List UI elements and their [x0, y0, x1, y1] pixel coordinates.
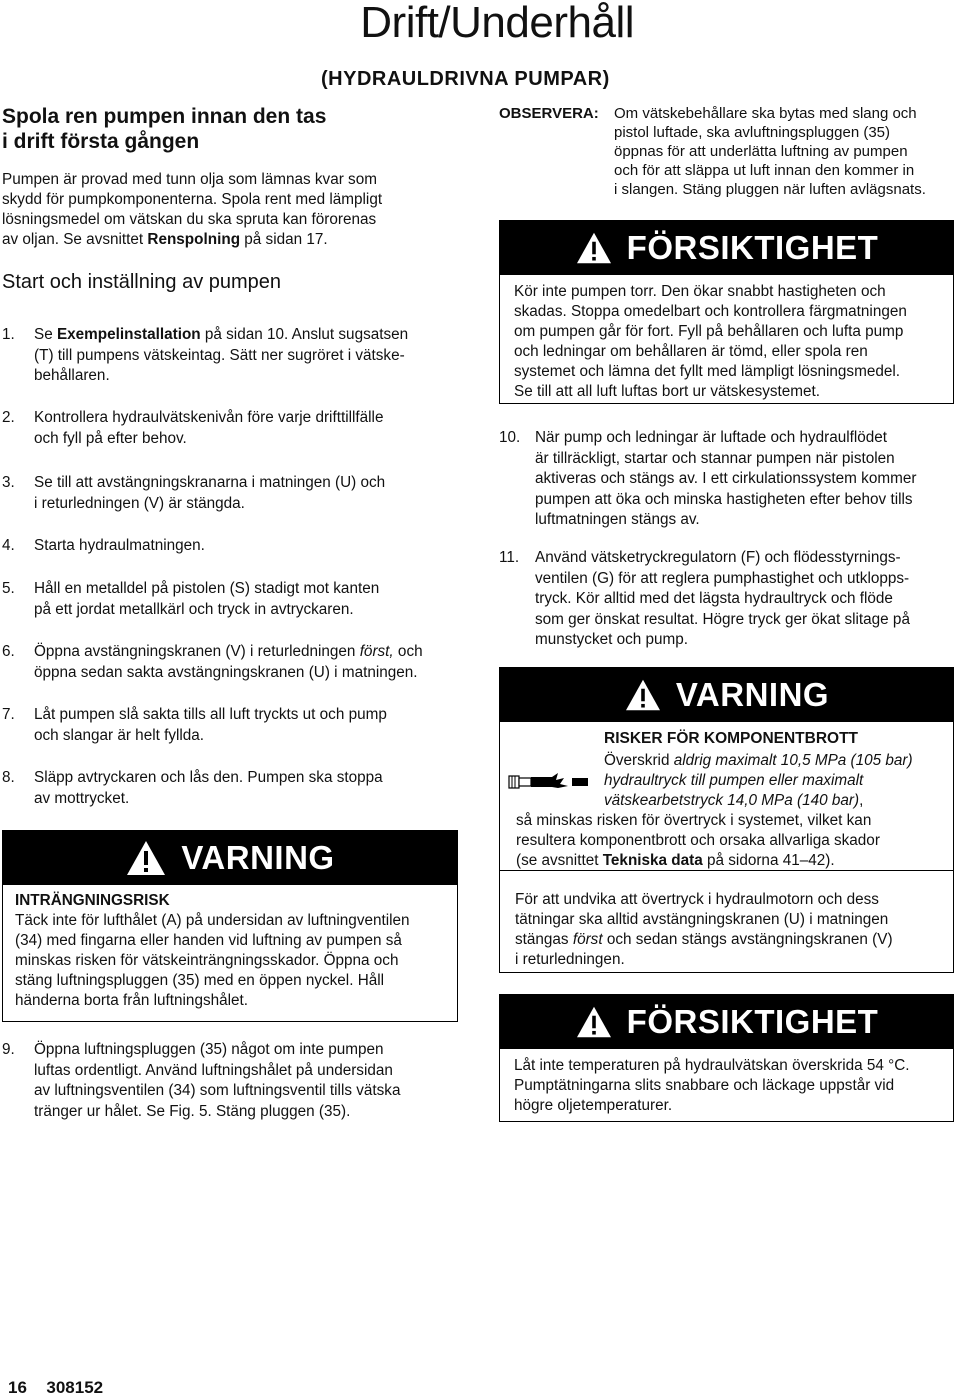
warning2-line-1: Överskrid aldrig maximalt 10,5 MPa (105 bar) — [604, 752, 913, 769]
flush-heading-line1: Spola ren pumpen innan den tas — [2, 105, 327, 128]
note-line-5: i slangen. Stäng pluggen när luften avlägsnats. — [614, 181, 926, 198]
step-8: 8. Släpp avtryckaren och lås den. Pumpen ska stoppa av mottrycket. — [2, 769, 383, 807]
flush-text-line4: av oljan. Se avsnittet Renspolning på sidan 17. — [2, 231, 328, 248]
caution2-line-2: Pumptätningarna slits snabbare och läckage uppstår vid — [514, 1077, 895, 1094]
caution-box-temperature — [499, 994, 954, 1122]
warning-triangle-icon — [624, 678, 662, 712]
tekniska-data-ref: Tekniska data — [602, 852, 703, 869]
page-subtitle: (HYDRAULDRIVNA PUMPAR) — [321, 68, 610, 90]
note-line-4: och för att släppa ut luft innan den kommer in — [614, 162, 915, 179]
warning2-title: RISKER FÖR KOMPONENTBROTT — [604, 730, 859, 747]
page-title: Drift/Underhåll — [360, 0, 634, 47]
note-label: OBSERVERA: — [499, 105, 599, 122]
warning-box-component-rupture — [499, 667, 954, 871]
step-2: 2. Kontrollera hydraulvätskenivån före varje drifttillfälle och fyll på efter behov. — [2, 409, 384, 447]
warning2-line-5: resultera komponentbrott och orsaka allvarliga skador — [516, 832, 880, 849]
caution-banner — [500, 221, 953, 275]
warning-triangle-icon — [575, 231, 613, 265]
warning-line-1: Täck inte för lufthålet (A) på undersidan av luftningventilen — [15, 912, 410, 929]
warning-line-3: minskas risken för vätskeinträngningsskador. Öppna och — [15, 952, 399, 969]
note-line-2: pistol luftade, ska avluftningspluggen (35) — [614, 124, 891, 141]
warning-box-injection — [2, 830, 458, 1022]
flush-text-line3: lösningsmedel om vätskan du ska spruta kan förorenas — [2, 211, 377, 228]
step-11: 11. Använd vätsketryckregulatorn (F) och flödesstyrnings- ventilen (G) för att reglera pumphastighet och utklopps- tryck. Kör alltid med det lägsta hydraultryck och flöde som ger önskat resultat. Högre tryck ger ökat slitage på munstycket och pump. — [499, 549, 910, 648]
step-7: 7. Låt pumpen slå sakta tills all luft tryckts ut och pump och slangar är helt fyllda. — [2, 706, 387, 744]
caution2-banner-label: FÖRSIKTIGHET — [626, 1003, 879, 1040]
avoid-line-1: För att undvika att övertryck i hydraulmotorn och dess — [515, 891, 879, 908]
component-rupture-icon — [508, 770, 590, 794]
warning2-line-4: så minskas risken för övertryck i systemet, vilket kan — [516, 812, 872, 829]
note-observera — [499, 104, 954, 204]
renspolning-ref: Renspolning — [147, 231, 241, 248]
caution1-line-6: Se till att all luft luftas bort ur vätskesystemet. — [514, 383, 821, 400]
step-1-pre: Se — [34, 326, 57, 343]
warning2-banner — [500, 668, 953, 722]
avoid-line-4: i returledningen. — [515, 951, 625, 968]
warning2-line-6: (se avsnittet Tekniska data på sidorna 41–42). — [516, 852, 835, 869]
caution1-line-1: Kör inte pumpen torr. Den ökar snabbt hastigheten och — [514, 283, 886, 300]
step-10: 10. När pump och ledningar är luftade och hydraulflödet är tillräckligt, startar och stannar pumpen när pistolen aktiveras och stängs av. I ett cirkulationssystem kommer pumpen att öka och minska hastigheten efter behov tills luftmatningen stängs av. — [499, 429, 917, 528]
page-number: 16 — [8, 1378, 27, 1397]
warning-triangle-icon — [575, 1005, 613, 1039]
step-3: 3. Se till att avstängningskranarna i matningen (U) och i returledningen (V) är stängda. — [2, 474, 386, 512]
caution1-line-5: systemet och lämna det fyllt med lämpligt lösningsmedel. — [514, 363, 900, 380]
page-footer — [8, 1378, 103, 1398]
warning2-banner-label: VARNING — [675, 676, 830, 713]
start-heading: Start och inställning av pumpen — [2, 271, 282, 293]
step-6: 6. Öppna avstängningskranen (V) i returledningen först, och öppna sedan sakta avstängningskranen (U) i matningen. — [2, 643, 423, 681]
flush-text-line2: skydd för pumpkomponenterna. Spola rent med lämpligt — [2, 191, 383, 208]
caution2-line-3: högre oljetemperaturer. — [514, 1097, 673, 1114]
avoid-line-3: stängas först och sedan stängs avstängningskranen (V) — [515, 931, 893, 948]
step-9: 9. Öppna luftningspluggen (35) något om inte pumpen luftas ordentligt. Använd luftningshålet på undersidan av luftningsventilen (34) som luftningsventil tills vätska tränger ur hålet. Se Fig. 5. Stäng pluggen (35). — [2, 1041, 401, 1120]
avoid-line-2: tätningar ska alltid avstängningskranen (U) i matningen — [515, 911, 889, 928]
flush-text-line1: Pumpen är provad med tunn olja som lämnas kvar som — [2, 171, 377, 188]
warning-banner — [3, 831, 457, 885]
warning-banner-label: VARNING — [181, 839, 335, 876]
warning2-line-3: vätskearbetstryck 14,0 MPa (140 bar), — [604, 792, 864, 809]
caution1-line-2: skadas. Stoppa omedelbart och kontrollera färgmatningen — [514, 303, 907, 320]
warning-line-4: stäng luftningspluggen (35) med en öppen nyckel. Håll — [15, 972, 385, 989]
caution2-line-1: Låt inte temperaturen på hydraulvätskan överskrida 54 °C. — [514, 1057, 910, 1074]
caution1-line-3: om pumpen går för fort. Fyll på behållaren och lufta pump — [514, 323, 904, 340]
flush-heading-line2: i drift första gången — [2, 130, 200, 153]
caution-banner-label: FÖRSIKTIGHET — [626, 229, 879, 266]
warning-title: INTRÄNGNINGSRISK — [15, 892, 170, 909]
caution1-line-4: och ledningar om behållaren är tömd, eller spola ren — [514, 343, 868, 360]
warning-box-component-rupture-continuation — [499, 871, 954, 973]
step-5: 5. Håll en metalldel på pistolen (S) stadigt mot kanten på ett jordat metallkärl och tryck in avtryckaren. — [2, 580, 380, 618]
warning-triangle-icon — [125, 839, 167, 877]
step-1: 1. Se Exempelinstallation på sidan 10. Anslut sugsatsen (T) till pumpens vätskeintag. Sätt ner sugröret i vätske- behållaren. — [2, 326, 409, 384]
step-4: 4. Starta hydraulmatningen. — [2, 537, 205, 554]
warning2-line-2: hydraultryck till pumpen eller maximalt — [604, 772, 864, 789]
caution-box-dry-run — [499, 220, 954, 404]
exempelinstallation-ref: Exempelinstallation — [56, 326, 201, 343]
note-line-1: Om vätskebehållare ska bytas med slang och — [614, 105, 917, 122]
caution2-banner — [500, 995, 953, 1049]
warning-line-2: (34) med fingarna eller handen vid luftning av pumpen så — [15, 932, 402, 949]
warning-line-5: händerna borta från luftningshålet. — [15, 992, 249, 1009]
document-number: 308152 — [46, 1378, 104, 1397]
note-line-3: öppnas för att underlätta luftning av pumpen — [614, 143, 908, 160]
